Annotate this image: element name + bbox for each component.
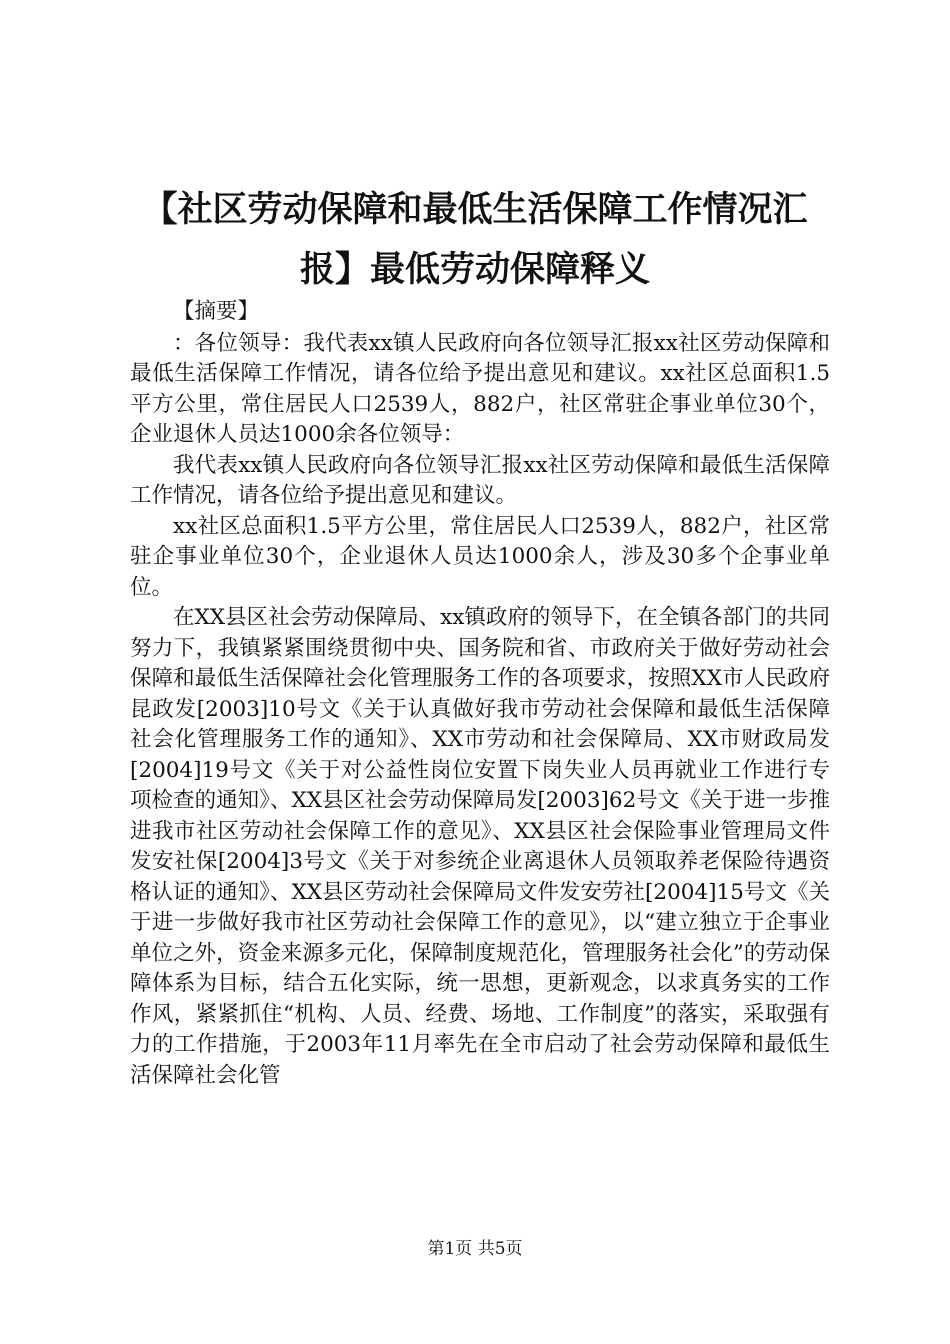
page-footer	[0, 1237, 950, 1261]
document-title	[120, 180, 830, 300]
title-line-1: 【社区劳动保障和最低生活保障工作情况汇	[142, 190, 808, 230]
title-line-2: 报】最低劳动保障释义	[299, 250, 650, 290]
document-body	[130, 297, 830, 1091]
abstract-label: 【摘要】	[173, 299, 260, 324]
page-number: 第1页 共5页	[427, 1239, 523, 1259]
body-paragraph-1: 我代表xx镇人民政府向各位领导汇报xx社区劳动保障和最低生活保障工作情况，请各位给予提出意见和建议。	[130, 452, 830, 508]
abstract-paragraph: ：各位领导：我代表xx镇人民政府向各位领导汇报xx社区劳动保障和最低生活保障工作情况，请各位给予提出意见和建议。xx社区总面积1.5平方公里，常住居民人口2539人，882户，社区常驻企事业单位30个，企业退休人员达1000余各位领导：	[130, 330, 830, 447]
body-paragraph-2: xx社区总面积1.5平方公里，常住居民人口2539人，882户，社区常驻企事业单位30个，企业退休人员达1000余人，涉及30多个企事业单位。	[130, 513, 830, 600]
body-paragraph-3: 在XX县区社会劳动保障局、xx镇政府的领导下，在全镇各部门的共同努力下，我镇紧紧围绕贯彻中央、国务院和省、市政府关于做好劳动社会保障和最低生活保障社会化管理服务工作的各项要求，按照XX市人民政府昆政发[2003]10号文《关于认真做好我市劳动社会保障和最低生活保障社会化管理服务工作的通知》、XX市劳动和社会保障局、XX市财政局发[2004]19号文《关于对公益性岗位安置下岗失业人员再就业工作进行专项检查的通知》、XX县区社会劳动保障局发[2003]62号文《关于进一步推进我市社区劳动社会保障工作的意见》、XX县区社会保险事业管理局文件发安社保[2004]3号文《关于对参统企业离退休人员领取养老保险待遇资格认证的通知》、XX县区劳动社会保障局文件发安劳社[2004]15号文《关于进一步做好我市社区劳动社会保障工作的意见》，以“建立独立于企事业单位之外，资金来源多元化，保障制度规范化，管理服务社会化”的劳动保障体系为目标，结合五化实际，统一思想，更新观念，以求真务实的工作作风，紧紧抓住“机构、人员、经费、场地、工作制度”的落实，采取强有力的工作措施，于2003年11月率先在全市启动了社会劳动保障和最低生活保障社会化管	[130, 605, 830, 1088]
